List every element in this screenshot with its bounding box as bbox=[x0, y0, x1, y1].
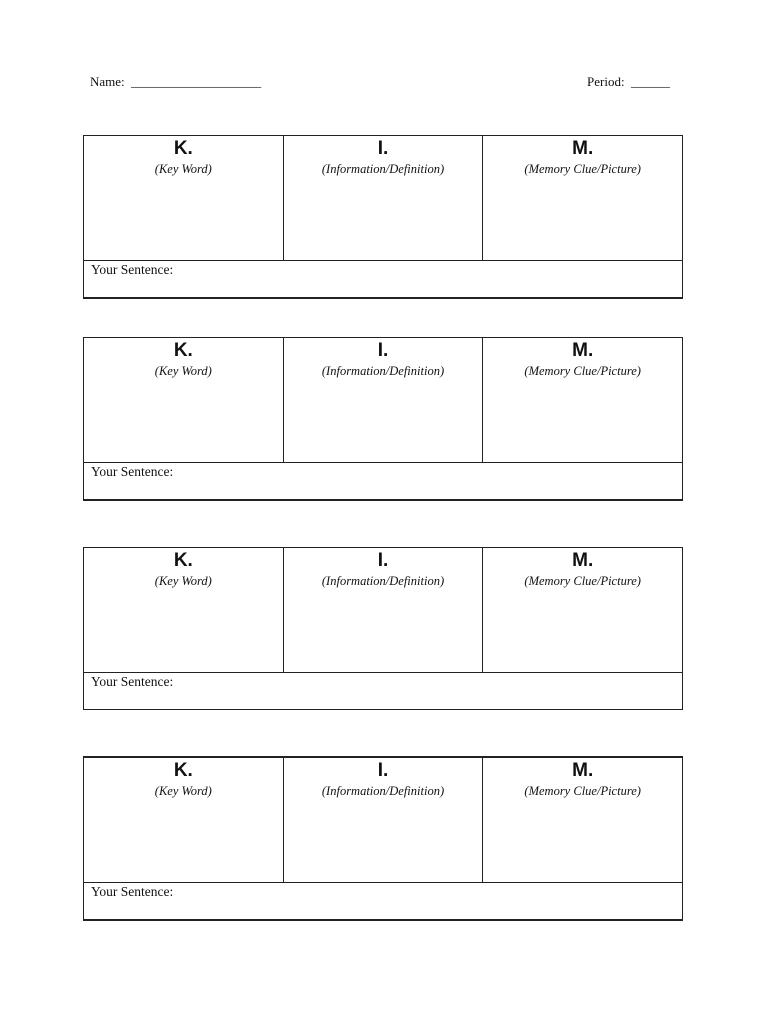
column-subtitle: (Memory Clue/Picture) bbox=[524, 784, 641, 798]
column-letter: M. bbox=[572, 340, 594, 361]
column-subtitle: (Key Word) bbox=[154, 574, 212, 588]
key-word-column bbox=[84, 136, 284, 260]
column-subtitle: (Key Word) bbox=[154, 162, 212, 176]
kim-columns bbox=[84, 338, 682, 463]
memory-clue-column bbox=[483, 758, 682, 882]
column-letter: I. bbox=[377, 550, 389, 571]
key-word-column bbox=[84, 338, 284, 462]
column-letter: I. bbox=[377, 340, 389, 361]
key-word-column bbox=[84, 758, 284, 882]
column-subtitle: (Information/Definition) bbox=[321, 162, 445, 176]
memory-clue-column bbox=[483, 338, 682, 462]
kim-columns bbox=[84, 548, 682, 673]
column-letter: M. bbox=[572, 760, 594, 781]
column-letter: K. bbox=[173, 760, 193, 781]
column-subtitle: (Key Word) bbox=[154, 364, 212, 378]
column-subtitle: (Information/Definition) bbox=[321, 364, 445, 378]
column-letter: I. bbox=[377, 760, 389, 781]
kim-columns bbox=[84, 758, 682, 883]
information-column bbox=[284, 548, 484, 672]
column-subtitle: (Memory Clue/Picture) bbox=[524, 364, 641, 378]
column-subtitle: (Information/Definition) bbox=[321, 784, 445, 798]
column-subtitle: (Information/Definition) bbox=[321, 574, 445, 588]
column-subtitle: (Memory Clue/Picture) bbox=[524, 574, 641, 588]
sentence-row: Your Sentence: bbox=[91, 464, 174, 479]
column-letter: K. bbox=[173, 340, 193, 361]
column-letter: I. bbox=[377, 138, 389, 159]
kim-card bbox=[83, 547, 683, 710]
column-subtitle: (Memory Clue/Picture) bbox=[524, 162, 641, 176]
period-field-label: Period: ______ bbox=[587, 74, 671, 89]
name-field-label: Name: ____________________ bbox=[90, 74, 262, 89]
information-column bbox=[284, 136, 484, 260]
sentence-row: Your Sentence: bbox=[91, 884, 174, 899]
column-letter: M. bbox=[572, 550, 594, 571]
memory-clue-column bbox=[483, 548, 682, 672]
column-letter: M. bbox=[572, 138, 594, 159]
column-letter: K. bbox=[173, 550, 193, 571]
kim-card bbox=[83, 756, 683, 921]
sentence-row: Your Sentence: bbox=[91, 262, 174, 277]
key-word-column bbox=[84, 548, 284, 672]
information-column bbox=[284, 758, 484, 882]
kim-columns bbox=[84, 136, 682, 261]
column-letter: K. bbox=[173, 138, 193, 159]
information-column bbox=[284, 338, 484, 462]
column-subtitle: (Key Word) bbox=[154, 784, 212, 798]
sentence-row: Your Sentence: bbox=[91, 674, 174, 689]
kim-card bbox=[83, 337, 683, 501]
kim-card bbox=[83, 135, 683, 299]
memory-clue-column bbox=[483, 136, 682, 260]
